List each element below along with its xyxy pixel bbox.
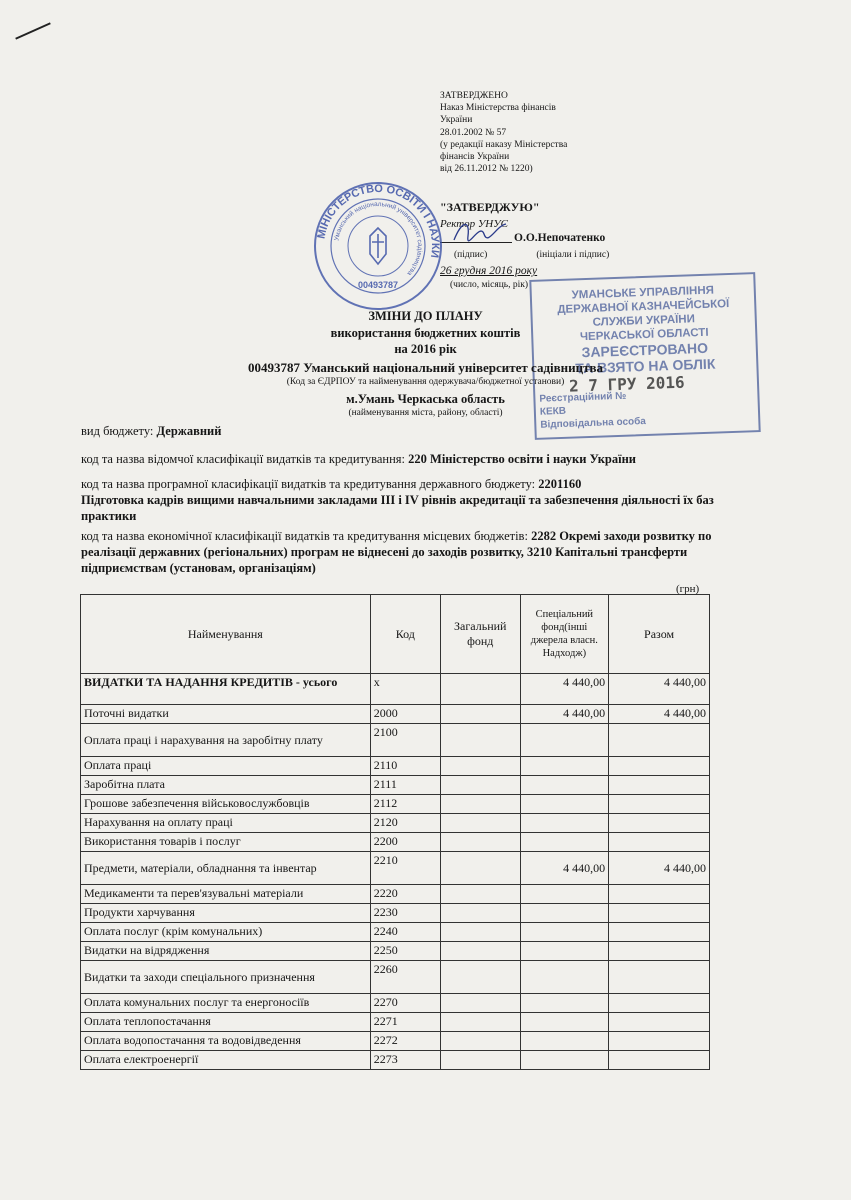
table-row xyxy=(81,757,710,776)
row-general xyxy=(440,674,520,705)
row-general xyxy=(440,961,520,994)
row-name: Предмети, матеріали, обладнання та інвентар xyxy=(81,852,371,885)
row-special xyxy=(520,757,609,776)
unit-label: (грн) xyxy=(676,583,700,595)
row-name: Оплата водопостачання та водовідведення xyxy=(81,1032,371,1051)
approval-line: (у редакції наказу Міністерства xyxy=(440,139,568,150)
header-special: Спеціальний фонд(інші джерела власн. Надходж) xyxy=(520,595,609,674)
row-general xyxy=(440,942,520,961)
table-row xyxy=(81,814,710,833)
table-row xyxy=(81,852,710,885)
row-name: Використання товарів і послуг xyxy=(81,833,371,852)
stamp-date: 2 7 ГРУ 2016 xyxy=(568,372,685,396)
row-general xyxy=(440,1032,520,1051)
row-total xyxy=(609,814,710,833)
row-name: Оплата теплопостачання xyxy=(81,1013,371,1032)
row-code: 2210 xyxy=(370,852,440,885)
row-name: Видатки на відрядження xyxy=(81,942,371,961)
row-special xyxy=(520,1032,609,1051)
row-total xyxy=(609,923,710,942)
approval-line: Наказ Міністерства фінансів xyxy=(440,103,556,114)
stamp-line: ДЕРЖАВНОЇ КАЗНАЧЕЙСЬКОЇ xyxy=(557,298,730,317)
row-total xyxy=(609,724,710,757)
row-special xyxy=(520,795,609,814)
row-general xyxy=(440,724,520,757)
row-code: 2120 xyxy=(370,814,440,833)
table-row xyxy=(81,942,710,961)
row-name: Заробітна плата xyxy=(81,776,371,795)
city: м.Умань Черкаська область xyxy=(346,392,505,406)
row-name: ВИДАТКИ ТА НАДАННЯ КРЕДИТІВ - усього xyxy=(81,674,371,705)
row-general xyxy=(440,776,520,795)
row-code: 2112 xyxy=(370,795,440,814)
table-row xyxy=(81,795,710,814)
row-code: 2240 xyxy=(370,923,440,942)
row-total: 4 440,00 xyxy=(609,852,710,885)
table-row xyxy=(81,1013,710,1032)
plan-table xyxy=(80,594,710,1070)
row-name: Оплата праці і нарахування на заробітну плату xyxy=(81,724,371,757)
row-code: 2230 xyxy=(370,904,440,923)
row-special xyxy=(520,994,609,1013)
row-total xyxy=(609,885,710,904)
row-total xyxy=(609,994,710,1013)
row-name: Оплата послуг (крім комунальних) xyxy=(81,923,371,942)
budget-type: Державний xyxy=(156,424,222,438)
org-line: 00493787 Уманський національний університет садівництва xyxy=(247,360,604,375)
row-total xyxy=(609,942,710,961)
row-code: 2250 xyxy=(370,942,440,961)
row-name: Оплата комунальних послуг та енергоносіїв xyxy=(81,994,371,1013)
confirm-date: 26 грудня 2016 року xyxy=(440,265,538,277)
econ-label: код та назва економічної класифікації видатків та кредитування місцевих бюджетів: xyxy=(81,529,532,543)
row-code: 2260 xyxy=(370,961,440,994)
org-caption: (Код за ЄДРПОУ та найменування одержувача/бюджетної установи) xyxy=(286,377,565,387)
budget-type-label: вид бюджету: xyxy=(81,424,157,438)
row-code: 2272 xyxy=(370,1032,440,1051)
row-name: Нарахування на оплату праці xyxy=(81,814,371,833)
row-code: 2200 xyxy=(370,833,440,852)
budget-type-line xyxy=(81,424,221,439)
sign-captions xyxy=(440,250,609,260)
row-name: Медикаменти та перев'язувальні матеріали xyxy=(81,885,371,904)
table-row xyxy=(81,923,710,942)
row-code: 2000 xyxy=(370,705,440,724)
program-label: код та назва програмної класифікації видатків та кредитування державного бюджету: xyxy=(81,477,539,491)
approval-line: від 26.11.2012 № 1220) xyxy=(440,164,533,175)
row-code: 2270 xyxy=(370,994,440,1013)
table-row xyxy=(81,724,710,757)
row-general xyxy=(440,1051,520,1070)
row-special xyxy=(520,961,609,994)
dept: 220 Міністерство освіти і науки України xyxy=(408,452,637,466)
row-special: 4 440,00 xyxy=(520,674,609,705)
university-seal-icon xyxy=(312,180,444,312)
row-special xyxy=(520,923,609,942)
header-general: Загальний фонд xyxy=(440,595,520,674)
table-row xyxy=(81,961,710,994)
row-special xyxy=(520,1013,609,1032)
row-special: 4 440,00 xyxy=(520,705,609,724)
row-code: 2220 xyxy=(370,885,440,904)
row-special xyxy=(520,724,609,757)
rector-position: Ректор УНУС xyxy=(440,218,508,230)
row-general xyxy=(440,833,520,852)
row-total xyxy=(609,1032,710,1051)
row-code: 2111 xyxy=(370,776,440,795)
program-code: 2201160 xyxy=(538,477,582,491)
row-general xyxy=(440,705,520,724)
row-special xyxy=(520,814,609,833)
table-row xyxy=(81,1032,710,1051)
stamp-line: СЛУЖБИ УКРАЇНИ xyxy=(592,313,696,329)
approval-block xyxy=(440,90,567,175)
econ-line xyxy=(81,528,721,576)
row-special xyxy=(520,904,609,923)
header-name: Найменування xyxy=(81,595,371,674)
row-code: 2100 xyxy=(370,724,440,757)
row-general xyxy=(440,885,520,904)
row-general xyxy=(440,923,520,942)
program-name: Підготовка кадрів вищими навчальними закладами ІІІ і IV рівнів акредитації та забезпечення діяльності їх баз практики xyxy=(81,493,714,523)
seal-code: 00493787 xyxy=(357,280,399,290)
row-special xyxy=(520,776,609,795)
stamp-row: Реєстраційний № xyxy=(539,390,627,405)
row-general xyxy=(440,904,520,923)
signer-name: О.О.Непочатенко xyxy=(514,232,606,244)
row-name: Грошове забезпечення військовослужбовців xyxy=(81,795,371,814)
row-name: Видатки та заходи спеціального призначення xyxy=(81,961,371,994)
row-code: 2271 xyxy=(370,1013,440,1032)
row-special xyxy=(520,942,609,961)
econ: 2282 Окремі заходи розвитку по реалізації державних (регіональних) програм не віднесені до заходів розвитку, 3210 Капітальні трансферти підприємствам (установам, організаціям) xyxy=(81,529,712,575)
row-special xyxy=(520,833,609,852)
doc-subtitle: використання бюджетних коштів xyxy=(330,326,521,340)
row-name: Оплата електроенергії xyxy=(81,1051,371,1070)
row-total xyxy=(609,757,710,776)
row-total: 4 440,00 xyxy=(609,705,710,724)
row-special: 4 440,00 xyxy=(520,852,609,885)
row-total xyxy=(609,1013,710,1032)
header-code: Код xyxy=(370,595,440,674)
table-row xyxy=(81,994,710,1013)
row-general xyxy=(440,1013,520,1032)
program-line xyxy=(81,477,581,492)
row-code: x xyxy=(370,674,440,705)
signature-icon xyxy=(450,216,510,246)
row-total xyxy=(609,904,710,923)
dept-label: код та назва відомчої класифікації видатків та кредитування: xyxy=(81,452,409,466)
stamp-line: ЧЕРКАСЬКОЇ ОБЛАСТІ xyxy=(579,326,709,344)
header-total: Разом xyxy=(609,595,710,674)
stamp-line: ТА ВЗЯТО НА ОБЛІК xyxy=(575,355,716,377)
row-total xyxy=(609,961,710,994)
row-name: Продукти харчування xyxy=(81,904,371,923)
row-total xyxy=(609,833,710,852)
stamp-line: ЗАРЕЄСТРОВАНО xyxy=(581,339,709,361)
initials-caption: (ініціали і підпис) xyxy=(536,250,610,260)
row-general xyxy=(440,757,520,776)
stamp-line: УМАНСЬКЕ УПРАВЛІННЯ xyxy=(571,284,715,302)
row-total xyxy=(609,776,710,795)
row-name: Оплата праці xyxy=(81,757,371,776)
row-name: Поточні видатки xyxy=(81,705,371,724)
row-code: 2110 xyxy=(370,757,440,776)
row-special xyxy=(520,885,609,904)
confirm-title: "ЗАТВЕРДЖУЮ" xyxy=(440,200,540,214)
table-row xyxy=(81,674,710,705)
row-special xyxy=(520,1051,609,1070)
table-row xyxy=(81,705,710,724)
seal-outer-text: МІНІСТЕРСТВО ОСВІТИ І НАУКИ xyxy=(315,182,442,259)
row-code: 2273 xyxy=(370,1051,440,1070)
row-general xyxy=(440,795,520,814)
seal-inner-text: Уманський національний університет садівництва xyxy=(333,200,424,277)
approval-line: України xyxy=(440,115,473,126)
table-header-row xyxy=(81,595,710,674)
dept-line xyxy=(81,452,636,467)
approval-line: фінансів України xyxy=(440,152,510,163)
row-total: 4 440,00 xyxy=(609,674,710,705)
doc-title: ЗМІНИ ДО ПЛАНУ xyxy=(368,309,483,323)
date-caption: (число, місяць, рік) xyxy=(450,280,529,290)
row-general xyxy=(440,814,520,833)
approval-line: ЗАТВЕРДЖЕНО xyxy=(440,91,508,101)
table-row xyxy=(81,904,710,923)
row-total xyxy=(609,795,710,814)
city-caption: (найменування міста, району, області) xyxy=(348,408,503,418)
table-row xyxy=(81,1051,710,1070)
approval-line: 28.01.2002 № 57 xyxy=(440,127,507,138)
table-row xyxy=(81,776,710,795)
table-row xyxy=(81,885,710,904)
row-total xyxy=(609,1051,710,1070)
table-row xyxy=(81,833,710,852)
sign-caption: (підпис) xyxy=(454,250,488,260)
confirm-block xyxy=(440,200,610,290)
stamp-row: Відповідальна особа xyxy=(540,416,647,431)
doc-year: на 2016 рік xyxy=(394,342,457,356)
row-general xyxy=(440,994,520,1013)
row-general xyxy=(440,852,520,885)
scan-mark xyxy=(15,22,51,39)
stamp-row: КЕКВ xyxy=(539,405,567,418)
